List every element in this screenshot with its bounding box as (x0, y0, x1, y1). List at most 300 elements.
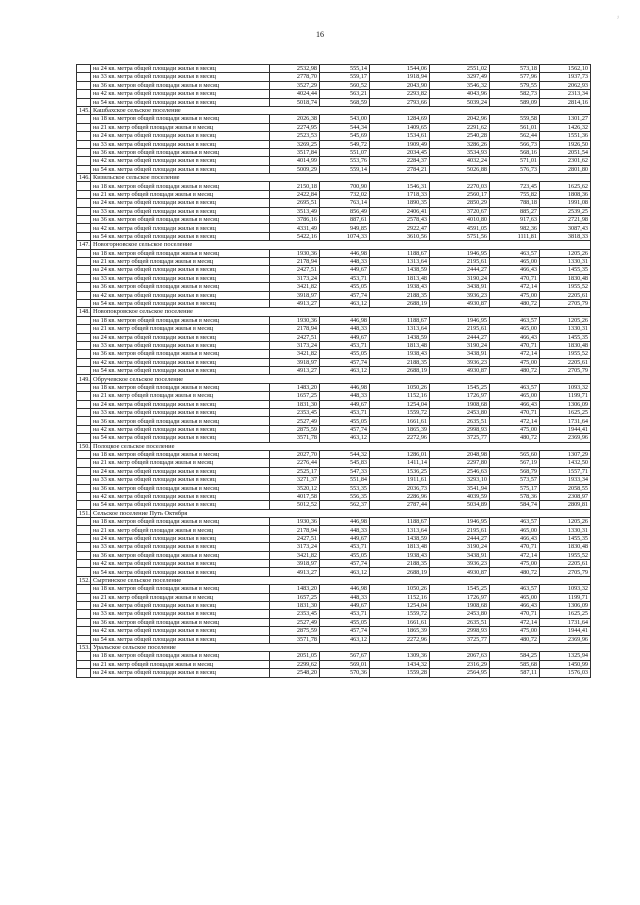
table-row (77, 467, 591, 475)
value-cell: 3918,97 (270, 560, 320, 568)
row-index-cell (77, 383, 91, 391)
value-cell: 2784,21 (370, 165, 430, 173)
row-label: на 21 кв. метр общей площади жилья в месяц (91, 593, 270, 601)
value-cell: 555,14 (320, 65, 370, 73)
value-cell: 1551,36 (540, 132, 591, 140)
value-cell: 1865,39 (370, 425, 430, 433)
value-cell: 1944,41 (540, 627, 591, 635)
value-cell: 3438,91 (430, 283, 490, 291)
value-cell: 1438,59 (370, 266, 430, 274)
value-cell: 463,12 (320, 367, 370, 375)
value-cell: 559,58 (490, 115, 540, 123)
value-cell: 3190,24 (430, 543, 490, 551)
value-cell: 1411,14 (370, 459, 430, 467)
value-cell: 1483,20 (270, 383, 320, 391)
value-cell: 1930,36 (270, 316, 320, 324)
value-cell: 4591,05 (430, 224, 490, 232)
value-cell: 448,33 (320, 526, 370, 534)
table-row (77, 660, 591, 668)
value-cell: 472,14 (490, 350, 540, 358)
value-cell: 472,14 (490, 551, 540, 559)
row-label: на 24 кв. метра общей площади жилья в месяц (91, 132, 270, 140)
value-cell: 463,57 (490, 585, 540, 593)
value-cell: 470,71 (490, 610, 540, 618)
value-cell: 1908,68 (430, 400, 490, 408)
value-cell: 2875,59 (270, 627, 320, 635)
table-row (77, 341, 591, 349)
row-label: на 42 кв. метра общей площади жилья в месяц (91, 224, 270, 232)
table-row (77, 325, 591, 333)
row-index-cell (77, 425, 91, 433)
value-cell: 1726,97 (430, 392, 490, 400)
value-cell: 2178,94 (270, 257, 320, 265)
row-index-cell (77, 350, 91, 358)
value-cell: 982,36 (490, 224, 540, 232)
row-index-cell (77, 73, 91, 81)
table-row (77, 534, 591, 542)
row-index-cell (77, 568, 91, 576)
row-label: на 54 кв. метра общей площади жилья в месяц (91, 165, 270, 173)
value-cell: 453,71 (320, 341, 370, 349)
value-cell: 1731,64 (540, 618, 591, 626)
value-cell: 2270,03 (430, 182, 490, 190)
value-cell: 2539,25 (540, 207, 591, 215)
value-cell: 1188,67 (370, 316, 430, 324)
row-label: на 18 кв. метров общей площади жилья в месяц (91, 316, 270, 324)
row-label: на 24 кв. метра общей площади жилья в месяц (91, 467, 270, 475)
row-label: на 33 кв. метра общей площади жилья в месяц (91, 409, 270, 417)
section-number: 146. (77, 174, 91, 182)
row-index-cell (77, 182, 91, 190)
value-cell: 1830,48 (540, 543, 591, 551)
value-cell: 1093,32 (540, 383, 591, 391)
section-row (77, 442, 591, 450)
row-index-cell (77, 501, 91, 509)
value-cell: 1955,52 (540, 551, 591, 559)
row-label: на 24 кв. метра общей площади жилья в месяц (91, 333, 270, 341)
value-cell: 5009,29 (270, 165, 320, 173)
value-cell: 589,09 (490, 98, 540, 106)
value-cell: 4930,87 (430, 568, 490, 576)
value-cell: 2998,93 (430, 627, 490, 635)
value-cell: 449,67 (320, 266, 370, 274)
value-cell: 3571,78 (270, 434, 320, 442)
value-cell: 545,69 (320, 132, 370, 140)
value-cell: 573,57 (490, 476, 540, 484)
row-index-cell (77, 90, 91, 98)
value-cell: 1093,32 (540, 585, 591, 593)
value-cell: 4024,44 (270, 90, 320, 98)
table-body (77, 65, 591, 678)
value-cell: 1325,94 (540, 652, 591, 660)
value-cell: 3936,23 (430, 358, 490, 366)
row-label: на 54 кв. метра общей площади жилья в месяц (91, 98, 270, 106)
value-cell: 2560,17 (430, 190, 490, 198)
value-cell: 1625,25 (540, 409, 591, 417)
value-cell: 446,98 (320, 249, 370, 257)
table-row (77, 568, 591, 576)
value-cell: 1576,03 (540, 669, 591, 677)
row-label: на 33 кв. метра общей площади жилья в месяц (91, 140, 270, 148)
table-row (77, 551, 591, 559)
row-index-cell (77, 450, 91, 458)
value-cell: 4913,27 (270, 367, 320, 375)
row-index-cell (77, 526, 91, 534)
value-cell: 3297,49 (430, 73, 490, 81)
value-cell: 3936,23 (430, 560, 490, 568)
table-row (77, 249, 591, 257)
value-cell: 1955,52 (540, 283, 591, 291)
value-cell: 1731,64 (540, 417, 591, 425)
value-cell: 1955,52 (540, 350, 591, 358)
value-cell: 2532,98 (270, 65, 320, 73)
table-row (77, 560, 591, 568)
table-row (77, 459, 591, 467)
value-cell: 475,00 (490, 358, 540, 366)
value-cell: 576,73 (490, 165, 540, 173)
row-index-cell (77, 65, 91, 73)
row-label: на 36 кв. метров общей площади жилья в месяц (91, 148, 270, 156)
value-cell: 2793,66 (370, 98, 430, 106)
value-cell: 2188,35 (370, 358, 430, 366)
value-cell: 579,55 (490, 81, 540, 89)
row-label: на 24 кв. метра общей площади жилья в месяц (91, 400, 270, 408)
row-index-cell (77, 459, 91, 467)
value-cell: 1313,64 (370, 325, 430, 333)
row-label: на 18 кв. метров общей площади жилья в месяц (91, 518, 270, 526)
value-cell: 2427,51 (270, 266, 320, 274)
value-cell: 1909,49 (370, 140, 430, 148)
value-cell: 4014,99 (270, 157, 320, 165)
row-index-cell (77, 299, 91, 307)
value-cell: 1938,43 (370, 283, 430, 291)
value-cell: 3725,77 (430, 635, 490, 643)
value-cell: 2316,29 (430, 660, 490, 668)
value-cell: 567,19 (490, 459, 540, 467)
row-index-cell (77, 367, 91, 375)
value-cell: 2048,98 (430, 450, 490, 458)
value-cell: 475,00 (490, 627, 540, 635)
row-label: на 36 кв. метров общей площади жилья в месяц (91, 417, 270, 425)
row-index-cell (77, 165, 91, 173)
value-cell: 2427,51 (270, 534, 320, 542)
value-cell: 1559,72 (370, 409, 430, 417)
row-label: на 33 кв. метра общей площади жилья в месяц (91, 543, 270, 551)
row-label: на 24 кв. метра общей площади жилья в месяц (91, 669, 270, 677)
value-cell: 1946,95 (430, 518, 490, 526)
value-cell: 3818,33 (540, 232, 591, 240)
value-cell: 3527,29 (270, 81, 320, 89)
value-cell: 449,67 (320, 534, 370, 542)
row-label: на 36 кв. метров общей площади жилья в месяц (91, 618, 270, 626)
value-cell: 446,98 (320, 518, 370, 526)
row-label: на 24 кв. метра общей площади жилья в месяц (91, 266, 270, 274)
row-label: на 21 кв. метр общей площади жилья в месяц (91, 660, 270, 668)
value-cell: 1313,64 (370, 257, 430, 265)
table-row (77, 224, 591, 232)
value-cell: 3438,91 (430, 551, 490, 559)
row-label: на 36 кв. метров общей площади жилья в месяц (91, 551, 270, 559)
section-title: Полоцкое сельское поселение (91, 442, 591, 450)
value-cell: 1918,94 (370, 73, 430, 81)
value-cell: 1625,62 (540, 182, 591, 190)
value-cell: 465,00 (490, 392, 540, 400)
section-number: 148. (77, 308, 91, 316)
value-cell: 1944,41 (540, 425, 591, 433)
value-cell: 1307,29 (540, 450, 591, 458)
row-label: на 36 кв. метров общей площади жилья в месяц (91, 81, 270, 89)
value-cell: 563,21 (320, 90, 370, 98)
value-cell: 463,12 (320, 434, 370, 442)
value-cell: 3918,97 (270, 291, 320, 299)
value-cell: 4010,80 (430, 216, 490, 224)
value-cell: 1661,61 (370, 618, 430, 626)
table-row (77, 618, 591, 626)
value-cell: 3534,93 (430, 148, 490, 156)
table-row (77, 367, 591, 375)
row-label: на 21 кв. метр общей площади жилья в месяц (91, 190, 270, 198)
value-cell: 3936,23 (430, 291, 490, 299)
value-cell: 472,14 (490, 283, 540, 291)
value-cell: 1188,67 (370, 249, 430, 257)
value-cell: 2301,62 (540, 157, 591, 165)
value-cell: 2705,79 (540, 299, 591, 307)
table-row (77, 115, 591, 123)
value-cell: 856,49 (320, 207, 370, 215)
row-index-cell (77, 148, 91, 156)
value-cell: 1930,36 (270, 249, 320, 257)
value-cell: 3190,24 (430, 274, 490, 282)
section-row (77, 241, 591, 249)
value-cell: 448,33 (320, 593, 370, 601)
value-cell: 2205,61 (540, 291, 591, 299)
section-number: 145. (77, 106, 91, 114)
row-label: на 42 кв. метра общей площади жилья в месяц (91, 291, 270, 299)
section-number: 147. (77, 241, 91, 249)
row-index-cell (77, 602, 91, 610)
value-cell: 547,33 (320, 467, 370, 475)
table-row (77, 409, 591, 417)
value-cell: 2922,47 (370, 224, 430, 232)
value-cell: 5422,16 (270, 232, 320, 240)
value-cell: 755,82 (490, 190, 540, 198)
value-cell: 1946,95 (430, 316, 490, 324)
value-cell: 453,71 (320, 543, 370, 551)
row-index-cell (77, 518, 91, 526)
value-cell: 1483,20 (270, 585, 320, 593)
value-cell: 446,98 (320, 316, 370, 324)
row-label: на 24 кв. метра общей площади жилья в месяц (91, 534, 270, 542)
value-cell: 2635,51 (430, 618, 490, 626)
value-cell: 4039,59 (430, 492, 490, 500)
section-title: Новопокровское сельское поселение (91, 308, 591, 316)
value-cell: 463,57 (490, 316, 540, 324)
table-row (77, 257, 591, 265)
value-cell: 2272,96 (370, 635, 430, 643)
row-index-cell (77, 669, 91, 677)
table-row (77, 65, 591, 73)
value-cell: 1726,97 (430, 593, 490, 601)
value-cell: 466,43 (490, 400, 540, 408)
value-cell: 2195,61 (430, 526, 490, 534)
value-cell: 1562,10 (540, 65, 591, 73)
value-cell: 2058,55 (540, 484, 591, 492)
value-cell: 949,85 (320, 224, 370, 232)
value-cell: 3438,91 (430, 350, 490, 358)
value-cell: 1199,71 (540, 593, 591, 601)
value-cell: 1455,35 (540, 333, 591, 341)
row-label: на 54 кв. метра общей площади жилья в месяц (91, 367, 270, 375)
row-label: на 54 кв. метра общей площади жилья в месяц (91, 568, 270, 576)
section-title: Сыртинское сельское поселение (91, 576, 591, 584)
value-cell: 2353,45 (270, 409, 320, 417)
value-cell: 1111,81 (490, 232, 540, 240)
value-cell: 1205,26 (540, 249, 591, 257)
value-cell: 1911,61 (370, 476, 430, 484)
value-cell: 463,57 (490, 383, 540, 391)
row-index-cell (77, 140, 91, 148)
section-number: 153. (77, 643, 91, 651)
value-cell: 466,43 (490, 534, 540, 542)
row-index-cell (77, 274, 91, 282)
row-index-cell (77, 660, 91, 668)
value-cell: 475,00 (490, 291, 540, 299)
value-cell: 584,74 (490, 501, 540, 509)
table-row (77, 140, 591, 148)
value-cell: 585,68 (490, 660, 540, 668)
row-index-cell (77, 560, 91, 568)
value-cell: 2453,80 (430, 409, 490, 417)
section-row (77, 174, 591, 182)
value-cell: 1808,36 (540, 190, 591, 198)
value-cell: 2205,61 (540, 358, 591, 366)
value-cell: 1545,25 (430, 383, 490, 391)
value-cell: 553,76 (320, 157, 370, 165)
value-cell: 1455,35 (540, 534, 591, 542)
row-index-cell (77, 224, 91, 232)
value-cell: 1657,25 (270, 392, 320, 400)
table-row (77, 392, 591, 400)
row-index-cell (77, 400, 91, 408)
value-cell: 559,17 (320, 73, 370, 81)
row-label: на 18 кв. метров общей площади жилья в месяц (91, 115, 270, 123)
value-cell: 5039,24 (430, 98, 490, 106)
row-index-cell (77, 283, 91, 291)
value-cell: 1438,59 (370, 333, 430, 341)
row-label: на 54 кв. метра общей площади жилья в месяц (91, 501, 270, 509)
value-cell: 551,07 (320, 148, 370, 156)
row-index-cell (77, 635, 91, 643)
table-row (77, 602, 591, 610)
section-row (77, 375, 591, 383)
row-index-cell (77, 392, 91, 400)
table-row (77, 383, 591, 391)
value-cell: 3271,37 (270, 476, 320, 484)
row-label: на 18 кв. метров общей площади жилья в месяц (91, 585, 270, 593)
row-label: на 18 кв. метров общей площади жилья в месяц (91, 249, 270, 257)
value-cell: 466,43 (490, 602, 540, 610)
value-cell: 2850,29 (430, 199, 490, 207)
value-cell: 453,71 (320, 409, 370, 417)
value-cell: 2274,95 (270, 123, 320, 131)
value-cell: 2286,96 (370, 492, 430, 500)
value-cell: 1937,73 (540, 73, 591, 81)
row-index-cell (77, 434, 91, 442)
table-row (77, 199, 591, 207)
value-cell: 4331,49 (270, 224, 320, 232)
table-row (77, 182, 591, 190)
value-cell: 1074,33 (320, 232, 370, 240)
value-cell: 2178,94 (270, 526, 320, 534)
value-cell: 1718,33 (370, 190, 430, 198)
value-cell: 465,00 (490, 593, 540, 601)
section-title: Обручевское сельское поселение (91, 375, 591, 383)
page-number: 16 (316, 30, 324, 39)
value-cell: 480,72 (490, 635, 540, 643)
value-cell: 1831,30 (270, 400, 320, 408)
table-row (77, 165, 591, 173)
row-index-cell (77, 476, 91, 484)
value-cell: 465,00 (490, 257, 540, 265)
value-cell: 2067,63 (430, 652, 490, 660)
value-cell: 2272,96 (370, 434, 430, 442)
table-row (77, 73, 591, 81)
value-cell: 2051,54 (540, 148, 591, 156)
value-cell: 2188,35 (370, 291, 430, 299)
value-cell: 3541,94 (430, 484, 490, 492)
row-label: на 33 кв. метра общей площади жилья в месяц (91, 73, 270, 81)
table-row (77, 652, 591, 660)
value-cell: 475,00 (490, 560, 540, 568)
row-label: на 24 кв. метра общей площади жилья в месяц (91, 199, 270, 207)
row-label: на 33 кв. метра общей площади жилья в месяц (91, 341, 270, 349)
table-row (77, 350, 591, 358)
section-row (77, 576, 591, 584)
value-cell: 1284,69 (370, 115, 430, 123)
value-cell: 455,05 (320, 350, 370, 358)
value-cell: 2527,49 (270, 417, 320, 425)
value-cell: 475,00 (490, 425, 540, 433)
value-cell: 4930,87 (430, 299, 490, 307)
row-index-cell (77, 123, 91, 131)
value-cell: 4043,96 (430, 90, 490, 98)
value-cell: 3269,25 (270, 140, 320, 148)
value-cell: 1330,31 (540, 257, 591, 265)
value-cell: 455,05 (320, 283, 370, 291)
value-cell: 2688,19 (370, 367, 430, 375)
value-cell: 2308,97 (540, 492, 591, 500)
value-cell: 1545,25 (430, 585, 490, 593)
value-cell: 2422,84 (270, 190, 320, 198)
row-label: на 18 кв. метров общей площади жилья в месяц (91, 450, 270, 458)
value-cell: 2205,61 (540, 560, 591, 568)
table-row (77, 190, 591, 198)
value-cell: 463,12 (320, 568, 370, 576)
table-row (77, 90, 591, 98)
value-cell: 455,05 (320, 417, 370, 425)
value-cell: 466,43 (490, 266, 540, 274)
value-cell: 2369,96 (540, 635, 591, 643)
value-cell: 1301,27 (540, 115, 591, 123)
section-title: Сельское поселение Путь Октября (91, 509, 591, 517)
value-cell: 2291,62 (430, 123, 490, 131)
value-cell: 3421,82 (270, 283, 320, 291)
value-cell: 463,12 (320, 635, 370, 643)
value-cell: 2043,90 (370, 81, 430, 89)
value-cell: 3173,24 (270, 274, 320, 282)
value-cell: 1286,01 (370, 450, 430, 458)
value-cell: 463,57 (490, 518, 540, 526)
